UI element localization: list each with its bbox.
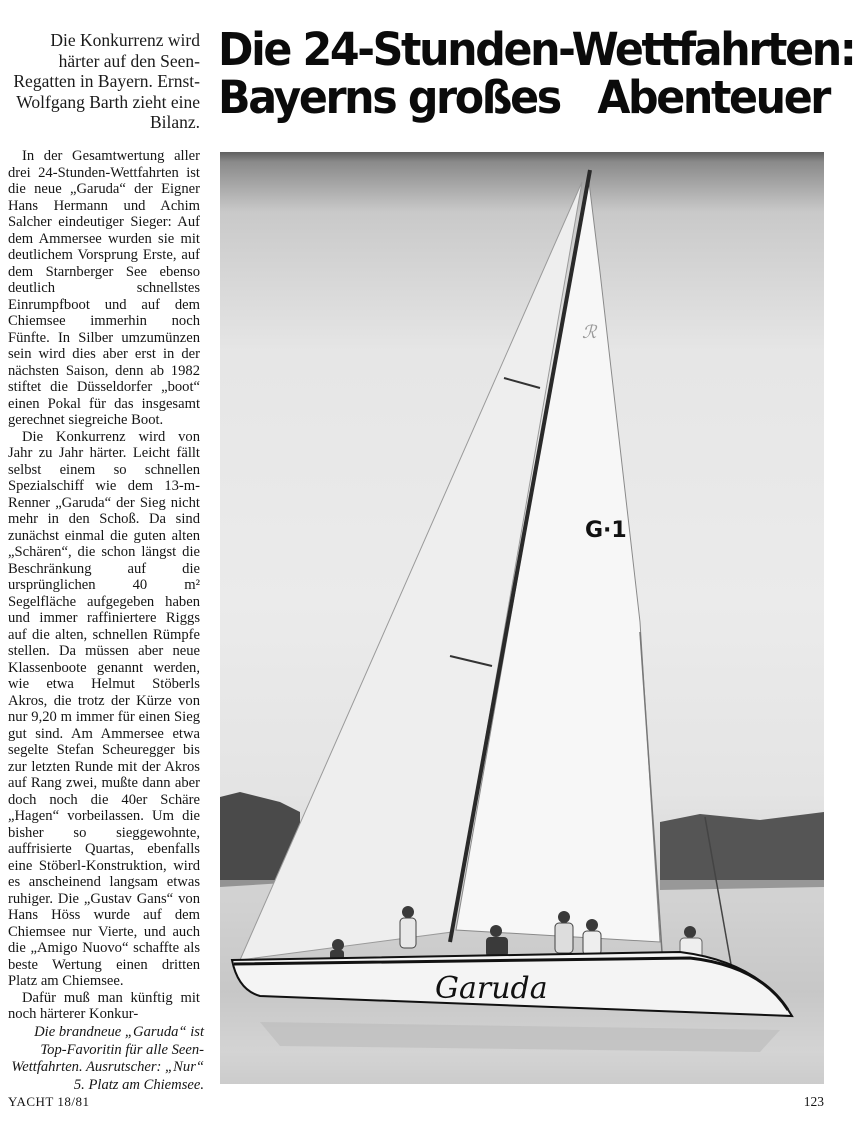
article-intro: Die Konkurrenz wird härter auf den Seen-Regatten in Bayern. Ernst-Wolfgang Barth zieht eine Bilanz.	[13, 30, 200, 132]
sail-number: G·1	[585, 518, 627, 543]
photo-caption: Die brandneue „Garuda“ ist Top-Favoritin für alle Seen-Wettfahrten. Ausrutscher: „Nur“ 5. Platz am Chiemsee.	[11, 1024, 204, 1093]
sail-emblem-icon: ℛ	[582, 322, 597, 343]
body-paragraph: In der Gesamtwertung aller drei 24-Stunden-Wettfahrten ist die neue „Garuda“ der Eigner Hans Hermann und Achim Salcher eindeutiger Sieger: Auf dem Ammersee wurden sie mit deutlichem Vorsprung Erste, auf dem Starnberger See ebenso deutlich schnellstes Einrumpfboot und auf dem Chiemsee immerhin noch Fünfte. In Silber umzumünzen sein wird dies aber erst in der nächsten Saison, denn ab 1982 stiftet die Düsseldorfer „boot“ einen Pokal für das insgesamt gerechnet siegreiche Boot.	[8, 148, 200, 428]
article-headline	[218, 23, 855, 124]
article-body-column	[8, 148, 200, 1023]
headline-line-1: Die 24-Stunden-Wettfahrten:	[218, 23, 855, 76]
shoreline-trees-right	[660, 812, 824, 890]
sailboat-photo	[220, 152, 824, 1084]
body-paragraph: Die Konkurrenz wird von Jahr zu Jahr härter. Leicht fällt selbst einem so schnellen Spezialschiff wie dem 13-m-Renner „Garuda“ der Sieg nicht mehr in den Schoß. Da sind zunächst einmal die guten alten „Schären“, die schon längst die Beschränkung auf die ursprünglichen 40 m² Segelfläche aufgegeben haben und immer raffiniertere Riggs auf die alten, schnellen Rümpfe stellen. Da müssen aber neue Klassenboote genannt werden, wie etwa Helmut Stöberls Akros, die trotz der Kürze von nur 9,20 m immer für einen Sieg gut sind. Am Ammersee etwa segelte Stefan Scheuregger bis zur letzten Runde mit der Akros auf Rang zwei, mußte dann aber doch noch die 40er Schäre „Hagen“ vorbeilassen. Um die bisher so sieggewohnte, auffrisierte Quartas, ebenfalls eine Stöberl-Konstruktion, wird es anscheinend langsam etwas ruhiger. Die „Gustav Gans“ von Hans Höss wurde auf dem Chiemsee nur Vierte, und auch die „Amigo Nuovo“ schaffte als beste Wertung einen dritten Platz am Chiemsee.	[8, 428, 200, 989]
page-number: 123	[803, 1094, 824, 1109]
body-paragraph: Dafür muß man künftig mit noch härterer Konkur-	[8, 989, 200, 1022]
headline-line-2: Bayerns großes Abenteuer	[218, 71, 830, 124]
issue-label: YACHT 18/81	[8, 1094, 90, 1109]
boat-name: Garuda	[435, 971, 548, 1006]
sailboat-illustration	[220, 152, 824, 1084]
